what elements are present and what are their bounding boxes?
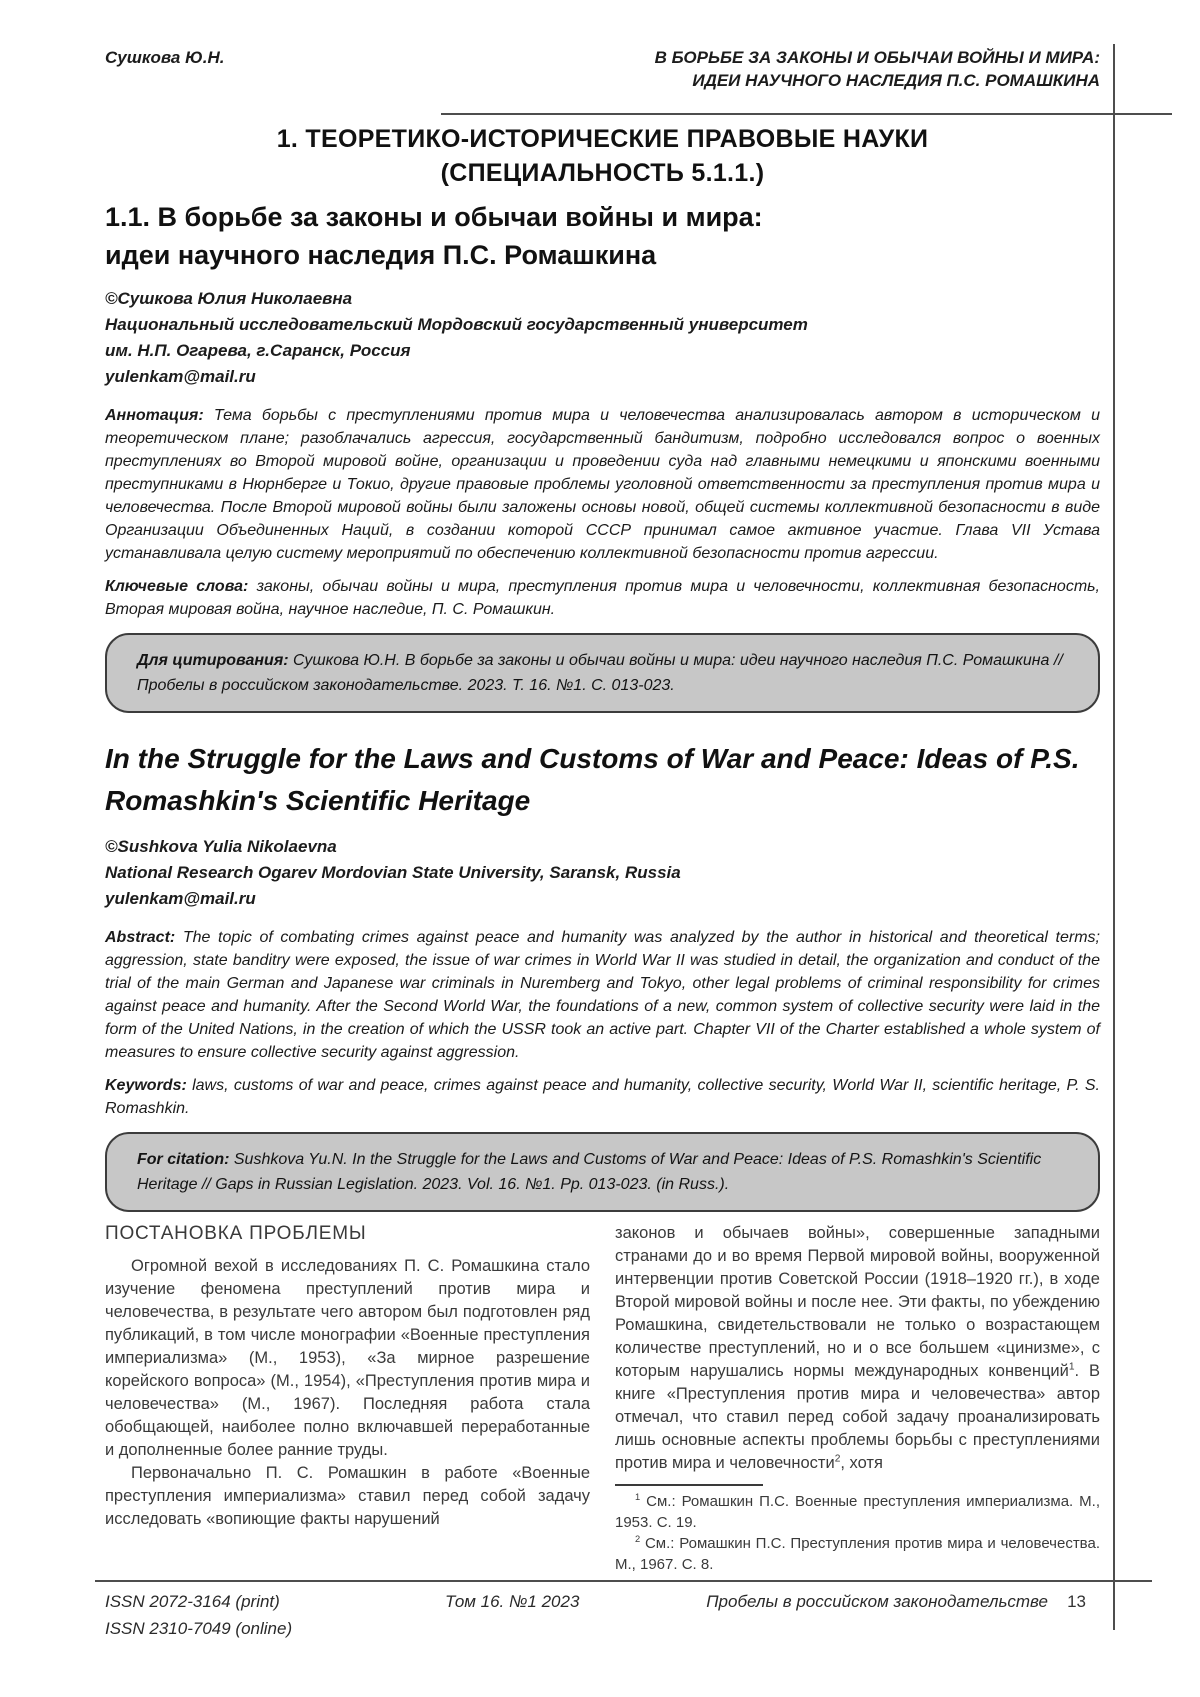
issn-block bbox=[105, 1588, 292, 1642]
keywords-en-label: Keywords: bbox=[105, 1077, 187, 1094]
citation-ru-text: Сушкова Ю.Н. В борьбе за законы и обычаи войны и мира: идеи научного наследия П.С. Ромашкина // Пробелы в российском законодательстве. 2023. Т. 16. №1. С. 013-023. bbox=[137, 652, 1063, 694]
abstract-ru-text: Тема борьбы с преступлениями против мира и человечества анализировалась автором в историческом и теоретическом плане; разоблачались агрессия, государственный бандитизм, подробно исследовался вопрос о военных преступлениях во Второй мировой войне, организации и проведении суда над главными немецкими и японскими военными преступниками в Нюрнберге и Токио, другие правовые проблемы уголовной ответственности за преступления против мира и человечества. После Второй мировой войны были заложены основы новой, общей системы коллективной безопасности в виде Организации Объединенных Наций, в создании которой СССР принимал самое активное участие. Глава VII Устава устанавливала целую систему мероприятий по обеспечению коллективной безопасности против агрессии. bbox=[105, 407, 1100, 562]
front-matter bbox=[105, 46, 1100, 713]
author-block-en bbox=[105, 834, 1100, 912]
keywords-en-text: laws, customs of war and peace, crimes against peace and humanity, collective security, World War II, scientific heritage, P. S. Romashkin. bbox=[105, 1077, 1100, 1117]
abstract-ru bbox=[105, 404, 1100, 565]
keywords-ru-label: Ключевые слова: bbox=[105, 578, 249, 595]
english-block bbox=[105, 738, 1100, 1212]
footnote-1-text: См.: Ромашкин П.С. Военные преступления империализма. М., 1953. С. 19. bbox=[615, 1493, 1100, 1531]
running-head-title bbox=[655, 46, 1100, 92]
footnote-ref-1: 1 bbox=[1068, 1361, 1075, 1373]
column-right bbox=[615, 1222, 1100, 1575]
volume-info: Том 16. №1 2023 bbox=[445, 1592, 580, 1611]
keywords-ru-text: законы, обычаи войны и мира, преступления против мира и человечности, коллективная безопасность, Вторая мировая война, научное наследие, П. С. Ромашкин. bbox=[105, 578, 1101, 618]
body-paragraph-3-part3: , хотя bbox=[840, 1454, 883, 1472]
column-left bbox=[105, 1222, 590, 1575]
article-title-en: In the Struggle for the Laws and Customs of War and Peace: Ideas of P.S. Romashkin's Scientific Heritage bbox=[105, 743, 1080, 816]
section-heading-line2: (СПЕЦИАЛЬНОСТЬ 5.1.1.) bbox=[440, 159, 765, 187]
citation-box-ru bbox=[105, 633, 1100, 713]
article-title-ru bbox=[105, 198, 1100, 274]
body-paragraph-2: Первоначально П. С. Ромашкин в работе «Военные преступления империализма» ставил перед собой задачу исследовать «вопиющие факты нарушений bbox=[105, 1464, 590, 1528]
section-heading-line1: 1. ТЕОРЕТИКО-ИСТОРИЧЕСКИЕ ПРАВОВЫЕ НАУКИ bbox=[276, 125, 929, 153]
running-head-author: Сушкова Ю.Н. bbox=[105, 48, 225, 67]
keywords-en bbox=[105, 1074, 1100, 1120]
article-title-ru-line1: 1.1. В борьбе за законы и обычаи войны и мира: bbox=[105, 202, 763, 232]
abstract-en-label: Abstract: bbox=[105, 929, 176, 946]
citation-en-text: Sushkova Yu.N. In the Struggle for the Laws and Customs of War and Peace: Ideas of P.S. Romashkin's Scientific Heritage // Gaps in Russian Legislation. 2023. Vol. 16. №1. Pp. 013-023. (in Russ.). bbox=[137, 1151, 1042, 1193]
footnote-2-number: 2 bbox=[635, 1534, 641, 1544]
affiliation-en: National Research Ogarev Mordovian State University, Saransk, Russia bbox=[105, 863, 681, 882]
footnote-2-text: См.: Ромашкин П.С. Преступления против мира и человечества. М., 1967. С. 8. bbox=[615, 1535, 1100, 1573]
footnote-separator bbox=[615, 1484, 763, 1486]
keywords-ru bbox=[105, 575, 1100, 621]
author-en: ©Sushkova Yulia Nikolaevna bbox=[105, 837, 337, 856]
abstract-en-text: The topic of combating crimes against peace and humanity was analyzed by the author in historical and theoretical terms; aggression, state banditry were exposed, the issue of war crimes in World War II was studied in detail, the organization and conduct of the trial of the main German and Japanese war criminals in Nuremberg and Tokyo, other legal problems of criminal responsibility for crimes against peace and humanity. After the Second World War, the foundations of a new, common system of collective security were laid in the form of the United Nations, in the creation of which the USSR took an active part. Chapter VII of the Charter established a whole system of measures to ensure collective security against aggression. bbox=[105, 929, 1100, 1061]
journal-name: Пробелы в российском законодательстве bbox=[706, 1592, 1048, 1611]
section-heading bbox=[105, 122, 1100, 190]
affiliation-ru-line1: Национальный исследовательский Мордовский государственный университет bbox=[105, 315, 808, 334]
running-head-title-line2: ИДЕИ НАУЧНОГО НАСЛЕДИЯ П.С. РОМАШКИНА bbox=[692, 71, 1100, 90]
author-block-ru bbox=[105, 286, 1100, 390]
citation-box-en bbox=[105, 1132, 1100, 1212]
footnote-2 bbox=[615, 1533, 1100, 1575]
author-ru: ©Сушкова Юлия Николаевна bbox=[105, 289, 353, 308]
abstract-en bbox=[105, 926, 1100, 1064]
email-en: yulenkam@mail.ru bbox=[105, 889, 256, 908]
citation-ru-label: Для цитирования: bbox=[137, 652, 289, 669]
affiliation-ru-line2: им. Н.П. Огарева, г.Саранск, Россия bbox=[105, 341, 411, 360]
footnote-ref-2: 2 bbox=[834, 1453, 841, 1465]
body-paragraph-1: Огромной вехой в исследованиях П. С. Ромашкина стало изучение феномена преступлений против мира и человечества, в результате чего автором был подготовлен ряд публикаций, в том числе монографии «Военные преступления империализма» (М., 1953), «За мирное разрешение корейского вопроса» (М., 1954), «Преступления против мира и человечества» (М., 1967). Последняя работа стала обобщающей, наиболее полно включавшей переработанные и дополненные более ранние труды. bbox=[105, 1257, 590, 1459]
right-margin-rule bbox=[1113, 44, 1115, 1630]
email-ru: yulenkam@mail.ru bbox=[105, 367, 256, 386]
article-title-ru-line2: идеи научного наследия П.С. Ромашкина bbox=[105, 240, 657, 270]
body-paragraph-3-part2: . В книге «Преступления против мира и человечества» автор отмечал, что ставил перед собой задачу проанализировать лишь основные аспекты проблемы борьбы с преступлениями против мира и человечности bbox=[615, 1362, 1100, 1472]
page-number: 13 bbox=[1067, 1592, 1086, 1611]
footnotes bbox=[615, 1491, 1100, 1575]
issn-online: ISSN 2310-7049 (online) bbox=[105, 1619, 293, 1638]
citation-en-label: For citation: bbox=[137, 1151, 230, 1168]
footnote-1-number: 1 bbox=[635, 1492, 641, 1502]
footnote-1 bbox=[615, 1491, 1100, 1533]
running-head bbox=[105, 46, 1100, 92]
footer-rule bbox=[95, 1580, 1152, 1582]
issn-print: ISSN 2072-3164 (print) bbox=[105, 1592, 280, 1611]
problem-statement-heading: ПОСТАНОВКА ПРОБЛЕМЫ bbox=[105, 1223, 367, 1244]
body-paragraph-3-part1: законов и обычаев войны», совершенные западными странами до и во время Первой мировой войны, вооруженной интервенции против Советской России (1918–1920 гг.), в ходе Второй мировой войны и после нее. Эти факты, по убеждению Ромашкина, свидетельствовали не только о возрастающем количестве преступлений, но и о все большем «цинизме», с которым нарушались нормы международных конвенций bbox=[615, 1224, 1100, 1380]
abstract-ru-label: Аннотация: bbox=[105, 407, 204, 424]
running-head-title-line1: В БОРЬБЕ ЗА ЗАКОНЫ И ОБЫЧАИ ВОЙНЫ И МИРА: bbox=[654, 48, 1100, 67]
body-paragraph-3 bbox=[615, 1222, 1100, 1475]
body-columns bbox=[105, 1222, 1100, 1575]
